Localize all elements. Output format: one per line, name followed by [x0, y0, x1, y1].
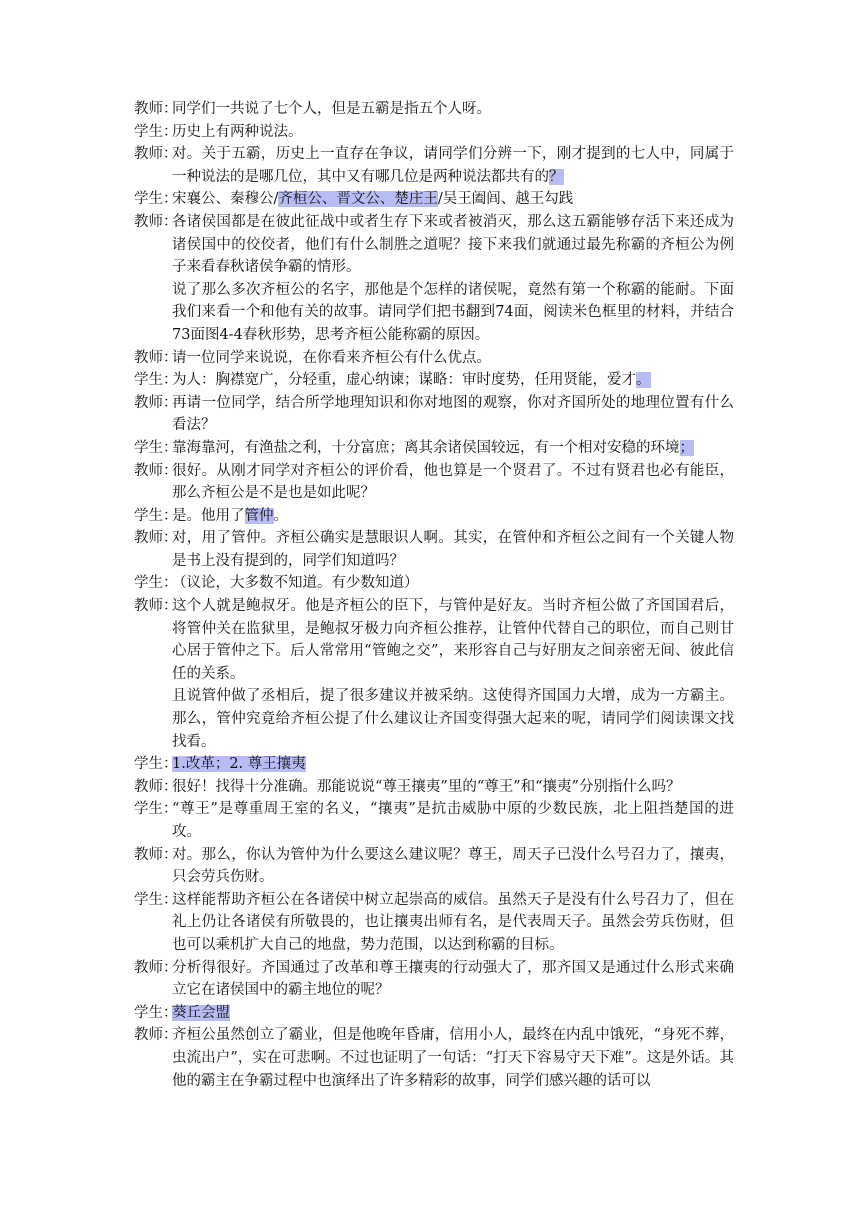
speaker-label: 学生： — [134, 801, 178, 818]
highlighted-text: ？ — [549, 168, 564, 185]
speaker-label: 教师： — [134, 349, 178, 366]
dialogue-entry — [134, 1002, 734, 1025]
speaker-label: 教师： — [134, 598, 178, 615]
utterance — [172, 889, 734, 957]
utterance — [172, 188, 734, 211]
dialogue-entry — [134, 347, 734, 370]
speaker-label: 学生： — [134, 891, 178, 908]
speaker-label: 教师： — [134, 778, 178, 795]
speaker-label: 学生： — [134, 575, 178, 592]
dialogue-entry — [134, 844, 734, 889]
dialogue-entry — [134, 1024, 734, 1092]
text-run: 很好！找得十分准确。那能说说“尊王攘夷”里的“尊王”和“攘夷”分别指什么吗？ — [172, 778, 681, 795]
dialogue-entry — [134, 527, 734, 572]
utterance-paragraph — [172, 1002, 734, 1025]
speaker-label: 教师： — [134, 213, 178, 230]
utterance — [172, 527, 734, 572]
utterance-paragraph — [172, 347, 734, 370]
utterance — [172, 844, 734, 889]
utterance-paragraph — [172, 121, 734, 144]
text-run: 对。那么，你认为管仲为什么要这么建议呢？尊王，周天子已没什么号召力了，攘夷，只会劳兵伤财。 — [172, 846, 734, 886]
text-run: “尊王”是尊重周王室的名义，“攘夷”是抗击威胁中原的少数民族，北上阻挡楚国的进攻。 — [172, 801, 734, 840]
dialogue-entry — [134, 392, 734, 437]
dialogue-entry — [134, 188, 734, 211]
speaker-label: 学生： — [134, 191, 178, 208]
dialogue-entry — [134, 98, 734, 121]
utterance — [172, 1024, 734, 1092]
utterance-paragraph — [172, 889, 734, 957]
utterance — [172, 460, 734, 505]
speaker-label: 教师： — [134, 462, 178, 479]
speaker-label: 教师： — [134, 530, 178, 547]
utterance — [172, 505, 734, 528]
utterance-paragraph — [172, 798, 734, 843]
text-run: 这样能帮助齐桓公在各诸侯中树立起崇高的威信。虽然天子是没有什么号召力了，但在礼上仍让各诸侯有所敬畏的，也让攘夷出师有名，是代表周天子。虽然会劳兵伤财，但也可以乘机扩大自己的地盘，势力范围，以达到称霸的目标。 — [172, 891, 734, 953]
dialogue-entry — [134, 889, 734, 957]
utterance — [172, 753, 734, 776]
speaker-label: 学生： — [134, 756, 178, 773]
utterance-paragraph — [172, 595, 734, 685]
utterance-paragraph — [172, 844, 734, 889]
dialogue-entry — [134, 211, 734, 347]
utterance-paragraph — [172, 753, 734, 776]
dialogue-entry — [134, 798, 734, 843]
text-run: 同学们一共说了七个人，但是五霸是指五个人呀。 — [172, 101, 491, 117]
text-run: 分析得很好。齐国通过了改革和尊王攘夷的行动强大了，那齐国又是通过什么形式来确立它在诸侯国中的霸主地位的呢？ — [172, 959, 734, 999]
text-run: 这个人就是鲍叔牙。他是齐桓公的臣下，与管仲是好友。当时齐桓公做了齐国国君后，将管仲关在监狱里，是鲍叔牙极力向齐桓公推荐，让管仲代替自己的职位，而自己则甘心居于管仲之下。后人常常用“管鲍之交”，来形容自己与好朋友之间亲密无间、彼此信任的关系。 — [172, 598, 734, 682]
utterance-paragraph — [172, 188, 734, 211]
utterance — [172, 798, 734, 843]
text-run: 对。关于五霸，历史上一直存在争议，请同学们分辨一下，刚才提到的七人中，同属于一种说法的是哪几位，其中又有哪几位是两种说法都共有的 — [172, 146, 734, 185]
utterance — [172, 595, 734, 753]
text-run: 且说管仲做了丞相后，提了很多建议并被采纳。这使得齐国国力大增，成为一方霸主。那么，管仲究竟给齐桓公提了什么建议让齐国变得强大起来的呢，请同学们阅读课文找找看。 — [172, 688, 734, 750]
dialogue-entry — [134, 143, 734, 188]
speaker-label: 教师： — [134, 959, 178, 976]
utterance — [172, 98, 734, 121]
utterance-paragraph — [172, 505, 734, 528]
text-run: 为人：胸襟宽广，分轻重，虚心纳谏；谋略：审时度势，任用贤能，爱才 — [172, 372, 636, 389]
speaker-label: 学生： — [134, 1004, 178, 1021]
speaker-label: 学生： — [134, 123, 178, 140]
speaker-label: 学生： — [134, 372, 178, 389]
utterance-paragraph — [172, 211, 734, 279]
text-run: 各诸侯国都是在彼此征战中或者生存下来或者被消灭，那么这五霸能够存活下来还成为诸侯国中的佼佼者，他们有什么制胜之道呢？接下来我们就通过最先称霸的齐桓公为例子来看春秋诸侯争霸的情形。 — [172, 213, 734, 276]
speaker-label: 教师： — [134, 1027, 178, 1044]
text-run: 再请一位同学，结合所学地理知识和你对地图的观察，你对齐国所处的地理位置有什么看法？ — [172, 394, 734, 434]
dialogue-entry — [134, 572, 734, 595]
utterance — [172, 211, 734, 347]
utterance-paragraph — [172, 1024, 734, 1092]
text-run: /吴王阖闾、越王勾践 — [437, 191, 574, 208]
document-page — [0, 98, 860, 1092]
speaker-label: 教师： — [134, 846, 178, 863]
dialogue-entry — [134, 505, 734, 528]
utterance-paragraph — [172, 98, 734, 121]
utterance-paragraph — [172, 437, 734, 460]
dialogue-entry — [134, 776, 734, 799]
utterance-paragraph — [172, 279, 734, 347]
highlighted-text: 齐桓公、晋文公、楚庄王 — [278, 191, 438, 208]
speaker-label: 教师： — [134, 394, 178, 411]
utterance-paragraph — [172, 369, 734, 392]
text-run: 宋襄公、秦穆公/ — [172, 191, 279, 208]
dialogue-entry — [134, 369, 734, 392]
dialogue-entry — [134, 121, 734, 144]
speaker-label: 教师： — [134, 146, 178, 163]
utterance — [172, 957, 734, 1002]
utterance — [172, 369, 734, 392]
dialogue-entry — [134, 460, 734, 505]
utterance — [172, 121, 734, 144]
utterance — [172, 1002, 734, 1025]
highlighted-text: 。 — [636, 372, 651, 389]
utterance-paragraph — [172, 776, 734, 799]
highlighted-text: 管仲 — [244, 507, 274, 524]
highlighted-text: 1.改革；2. 尊王攘夷 — [172, 756, 306, 773]
utterance-paragraph — [172, 460, 734, 505]
utterance-paragraph — [172, 957, 734, 1002]
highlighted-text: 葵丘会盟 — [172, 1004, 230, 1021]
utterance-paragraph — [172, 572, 734, 595]
text-run: 对，用了管仲。齐桓公确实是慧眼识人啊。其实，在管仲和齐桓公之间有一个关键人物是书上没有提到的，同学们知道吗？ — [172, 530, 734, 569]
utterance — [172, 776, 734, 799]
utterance — [172, 572, 734, 595]
text-run: 齐桓公虽然创立了霸业，但是他晚年昏庸，信用小人，最终在内乱中饿死，“身死不葬，虫流出户”，实在可悲啊。不过也证明了一句话：“打天下容易守天下难”。这是外话。其他的霸主在争霸过程中也演绎出了许多精彩的故事，同学们感兴趣的话可以 — [172, 1027, 734, 1089]
speaker-label: 教师： — [134, 101, 178, 117]
text-run: 历史上有两种说法。 — [172, 123, 303, 140]
highlighted-text: ； — [679, 439, 694, 456]
text-run: （议论，大多数不知道。有少数知道） — [172, 575, 419, 592]
text-run: 靠海靠河，有渔盐之利，十分富庶；离其余诸侯国较远，有一个相对安稳的环境 — [172, 439, 680, 456]
utterance-paragraph — [172, 143, 734, 188]
dialogue-entry — [134, 437, 734, 460]
text-run: 很好。从刚才同学对齐桓公的评价看，他也算是一个贤君了。不过有贤君也必有能臣，那么齐桓公是不是也是如此呢？ — [172, 462, 734, 502]
utterance — [172, 392, 734, 437]
utterance — [172, 347, 734, 370]
utterance-paragraph — [172, 685, 734, 753]
speaker-label: 学生： — [134, 507, 178, 524]
utterance-paragraph — [172, 392, 734, 437]
text-run: 请一位同学来说说，在你看来齐桓公有什么优点。 — [172, 349, 491, 366]
dialogue-entry — [134, 957, 734, 1002]
speaker-label: 学生： — [134, 439, 178, 456]
dialogue-entry — [134, 595, 734, 753]
utterance-paragraph — [172, 527, 734, 572]
text-run: 是。他用了 — [172, 507, 245, 524]
text-run: 。 — [273, 507, 288, 524]
utterance — [172, 143, 734, 188]
utterance — [172, 437, 734, 460]
dialogue-entry — [134, 753, 734, 776]
text-run: 说了那么多次齐桓公的名字，那他是个怎样的诸侯呢，竟然有第一个称霸的能耐。下面我们来看一个和他有关的故事。请同学们把书翻到74面，阅读米色框里的材料，并结合73面图4-4春秋形势，思考齐桓公能称霸的原因。 — [172, 281, 734, 343]
